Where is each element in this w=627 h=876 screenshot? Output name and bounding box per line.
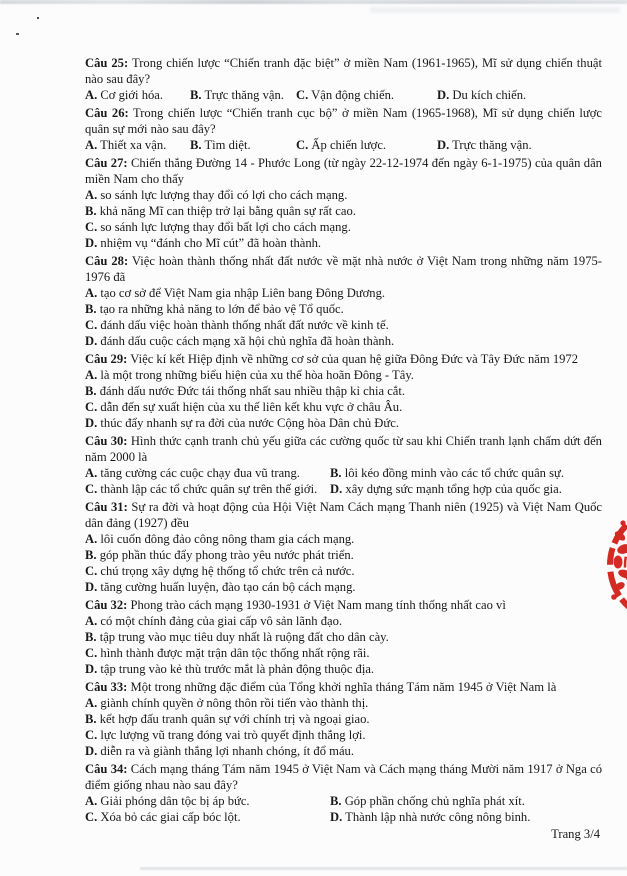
question-text: Câu 32: Phong trào cách mạng 1930-1931 ở Việt Nam mang tính thống nhất cao vì	[85, 598, 506, 612]
questions	[85, 55, 602, 825]
question-number: Câu 26:	[85, 106, 129, 120]
option-letter: B.	[190, 88, 202, 102]
option-letter: D.	[437, 88, 450, 102]
option-letter: D.	[85, 416, 98, 430]
question-text: Câu 26: Trong chiến lược “Chiến tranh cục bộ” ở miền Nam (1965-1968), Mĩ sử dụng chiến lược quân sự mới nào sau đây?	[85, 106, 602, 136]
question-block-32	[85, 597, 602, 677]
question-text: Câu 33: Một trong những đặc điểm của Tổng khởi nghĩa tháng Tám năm 1945 ở Việt Nam là	[85, 680, 557, 694]
option-letter: A.	[85, 88, 98, 102]
option-letter: B.	[85, 630, 97, 644]
option-B: B. góp phần thúc đẩy phong trào yêu nước phát triển.	[85, 548, 354, 562]
option-letter: D.	[85, 334, 98, 348]
option-D: D. tập trung vào kẻ thù trước mắt là phản động thuộc địa.	[85, 662, 375, 676]
question-number: Câu 30:	[85, 434, 128, 448]
option-letter: B.	[190, 138, 202, 152]
page-number: Trang 3/4	[551, 827, 600, 841]
option-C: C. thành lập các tổ chức quân sự trên thế giới.	[85, 482, 318, 496]
question-block-25	[85, 55, 602, 103]
option-A: A. tăng cường các cuộc chạy đua vũ trang.	[85, 466, 300, 480]
question-block-26	[85, 105, 602, 153]
options	[85, 137, 602, 153]
option-letter: D.	[330, 482, 343, 496]
option-B: B. Tìm diệt.	[190, 138, 251, 152]
question-block-28	[85, 253, 602, 349]
option-B: B. Góp phần chống chủ nghĩa phát xít.	[330, 794, 525, 808]
option-letter: B.	[85, 712, 97, 726]
option-D: D. nhiệm vụ “đánh cho Mĩ cút” đã hoàn thành.	[85, 236, 322, 250]
options	[85, 187, 602, 251]
question-block-31	[85, 499, 602, 595]
question-text: Câu 31: Sự ra đời và hoạt động của Hội Việt Nam Cách mạng Thanh niên (1925) và Việt Nam Quốc dân đảng (1927) đều	[85, 500, 602, 530]
scan-edge-top	[0, 0, 627, 4]
option-letter: A.	[85, 696, 98, 710]
option-A: A. có một chính đảng của giai cấp vô sản lãnh đạo.	[85, 614, 343, 628]
option-letter: B.	[85, 548, 97, 562]
exam-page	[85, 53, 602, 842]
option-letter: C.	[85, 318, 98, 332]
option-letter: C.	[85, 728, 98, 742]
option-letter: D.	[85, 580, 98, 594]
options	[85, 695, 602, 759]
option-letter: A.	[85, 286, 98, 300]
option-C: C. so sánh lực lượng thay đổi bất lợi cho cách mạng.	[85, 220, 351, 234]
option-D: D. tăng cường huấn luyện, đào tạo cán bộ cách mạng.	[85, 580, 356, 594]
option-D: D. đánh dấu cuộc cách mạng xã hội chủ nghĩa đã hoàn thành.	[85, 334, 395, 348]
question-block-30	[85, 433, 602, 497]
question-text: Câu 28: Việc hoàn thành thống nhất đất nước về mặt nhà nước ở Việt Nam trong những năm 1975-1976 đã	[85, 254, 602, 284]
option-letter: D.	[85, 744, 98, 758]
options	[85, 531, 602, 595]
question-text: Câu 25: Trong chiến lược “Chiến tranh đặc biệt” ở miền Nam (1961-1965), Mĩ sử dụng chiến thuật nào sau đây?	[85, 56, 602, 86]
question-block-33	[85, 679, 602, 759]
option-B: B. đánh dấu nước Đức tái thống nhất sau nhiều thập kỉ chia cắt.	[85, 384, 406, 398]
options	[85, 465, 602, 497]
option-letter: B.	[85, 204, 97, 218]
option-C: C. Vận động chiến.	[296, 88, 395, 102]
question-text: Câu 29: Việc kí kết Hiệp định về những cơ sở của quan hệ giữa Đông Đức và Tây Đức năm 1972	[85, 352, 579, 366]
option-letter: B.	[330, 794, 342, 808]
question-block-29	[85, 351, 602, 431]
ink-speck	[37, 17, 39, 19]
option-letter: C.	[296, 88, 309, 102]
option-B: B. tập trung vào mục tiêu duy nhất là ruộng đất cho dân cày.	[85, 630, 389, 644]
option-D: D. xây dựng sức mạnh tổng hợp của quốc gia.	[330, 482, 562, 496]
option-C: C. đánh dấu việc hoàn thành thống nhất đất nước về kinh tế.	[85, 318, 389, 332]
question-number: Câu 34:	[85, 762, 128, 776]
option-letter: D.	[85, 236, 98, 250]
question-block-34	[85, 761, 602, 825]
option-B: B. Trực thăng vận.	[190, 88, 284, 102]
option-letter: C.	[85, 810, 98, 824]
option-B: B. lôi kéo đồng minh vào các tổ chức quân sự.	[330, 466, 565, 480]
options	[85, 793, 602, 825]
option-A: A. so sánh lực lượng thay đổi có lợi cho cách mạng.	[85, 188, 348, 202]
option-A: A. Cơ giới hóa.	[85, 88, 164, 102]
option-letter: D.	[437, 138, 450, 152]
option-D: D. thúc đẩy nhanh sự ra đời của nước Cộng hòa Dân chủ Đức.	[85, 416, 399, 430]
option-letter: C.	[85, 646, 98, 660]
option-letter: A.	[85, 138, 98, 152]
question-number: Câu 25:	[85, 56, 129, 70]
question-number: Câu 27:	[85, 156, 128, 170]
option-A: A. Thiết xa vận.	[85, 138, 167, 152]
option-A: A. lôi cuốn đông đảo công nông tham gia cách mạng.	[85, 532, 355, 546]
question-number: Câu 33:	[85, 680, 128, 694]
question-number: Câu 29:	[85, 352, 128, 366]
option-letter: C.	[296, 138, 309, 152]
option-letter: C.	[85, 220, 98, 234]
options	[85, 613, 602, 677]
option-letter: D.	[330, 810, 343, 824]
option-letter: D.	[85, 662, 98, 676]
option-letter: A.	[85, 368, 98, 382]
option-letter: B.	[330, 466, 342, 480]
option-C: C. chú trọng xây dựng hệ thống tổ chức trên cả nước.	[85, 564, 355, 578]
option-letter: B.	[85, 302, 97, 316]
option-letter: B.	[85, 384, 97, 398]
option-A: A. Giải phóng dân tộc bị áp bức.	[85, 794, 250, 808]
options	[85, 285, 602, 349]
option-letter: C.	[85, 482, 98, 496]
option-A: A. giành chính quyền ở nông thôn rồi tiến vào thành thị.	[85, 696, 369, 710]
option-B: B. khả năng Mĩ can thiệp trở lại bằng quân sự rất cao.	[85, 204, 356, 218]
option-D: D. diễn ra và giành thắng lợi nhanh chóng, ít đổ máu.	[85, 744, 354, 758]
option-B: B. tạo ra những khả năng to lớn để bảo vệ Tổ quốc.	[85, 302, 344, 316]
option-B: B. kết hợp đấu tranh quân sự với chính trị và ngoại giao.	[85, 712, 370, 726]
options	[85, 367, 602, 431]
option-D: D. Du kích chiến.	[437, 88, 527, 102]
option-C: C. dẫn đến sự xuất hiện của xu thế liên kết khu vực ở châu Âu.	[85, 400, 403, 414]
question-text: Câu 27: Chiến thắng Đường 14 - Phước Long (từ ngày 22-12-1974 đến ngày 6-1-1975) của quân dân miền Nam cho thấy	[85, 156, 602, 186]
option-C: C. Xóa bỏ các giai cấp bóc lột.	[85, 810, 241, 824]
scan-edge-bottom	[140, 867, 627, 870]
option-letter: C.	[85, 400, 98, 414]
option-letter: A.	[85, 466, 98, 480]
option-D: D. Trực thăng vận.	[437, 138, 532, 152]
question-block-27	[85, 155, 602, 251]
option-C: C. lực lượng vũ trang đóng vai trò quyết định thắng lợi.	[85, 728, 366, 742]
question-text: Câu 30: Hình thức cạnh tranh chủ yếu giữa các cường quốc từ sau khi Chiến tranh lạnh chấm dứt đến năm 2000 là	[85, 434, 602, 464]
question-number: Câu 32:	[85, 598, 128, 612]
option-D: D. Thành lập nhà nước công nông binh.	[330, 810, 531, 824]
option-letter: A.	[85, 532, 98, 546]
option-A: A. là một trong những biểu hiện của xu thế hòa hoãn Đông - Tây.	[85, 368, 414, 382]
option-letter: C.	[85, 564, 98, 578]
option-A: A. tạo cơ sở để Việt Nam gia nhập Liên bang Đông Dương.	[85, 286, 386, 300]
option-letter: A.	[85, 614, 98, 628]
red-seal-stamp	[593, 502, 627, 628]
ink-speck	[16, 33, 19, 35]
option-C: C. Ấp chiến lược.	[296, 138, 387, 152]
option-C: C. hình thành được mặt trận dân tộc thống nhất rộng rãi.	[85, 646, 370, 660]
scan-noise	[370, 7, 620, 13]
question-text: Câu 34: Cách mạng tháng Tám năm 1945 ở Việt Nam và Cách mạng tháng Mười năm 1917 ở Nga có điểm giống nhau nào sau đây?	[85, 762, 602, 792]
option-letter: A.	[85, 794, 98, 808]
question-number: Câu 31:	[85, 500, 128, 514]
options	[85, 87, 602, 103]
question-number: Câu 28:	[85, 254, 129, 268]
option-letter: A.	[85, 188, 98, 202]
